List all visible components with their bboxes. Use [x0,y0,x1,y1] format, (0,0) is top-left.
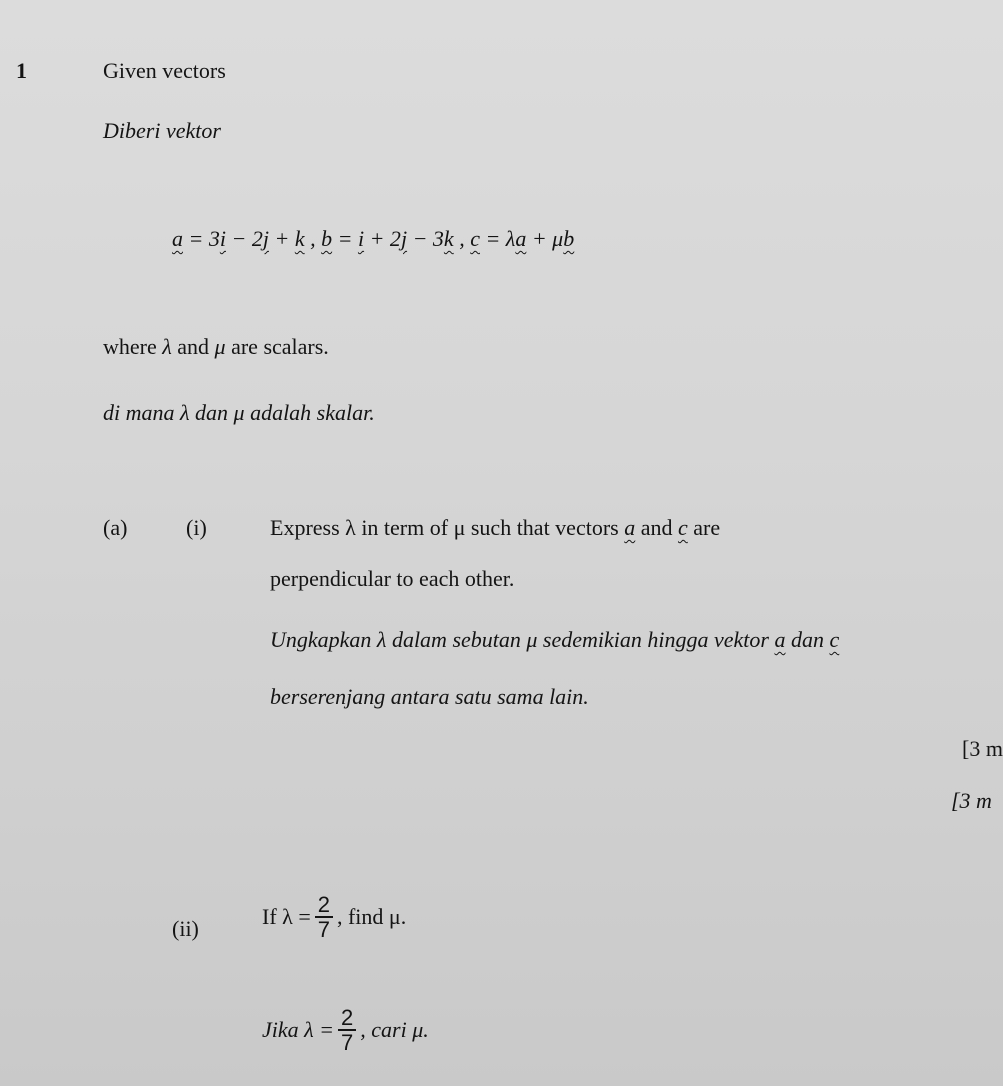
fraction-denominator: 7 [317,917,330,943]
eq-part: − 2 [225,226,263,251]
where-malay: di mana λ dan μ adalah skalar. [103,400,375,425]
eq-part: + μ [526,226,564,251]
vector-a-symbol: a [624,515,636,540]
where-english [103,334,329,360]
part-a-i-text-ms-line2: berserenjang antara satu sama lain. [270,684,589,709]
vector-equation [172,226,574,252]
vector-c-symbol: c [677,515,688,540]
lambda-symbol: λ [162,334,172,359]
vector-b-symbol: b [563,226,575,251]
fraction-numerator: 2 [315,893,333,918]
unit-k: k [443,226,454,251]
dan-word: dan [785,627,830,652]
part-a-ii-label: (ii) [172,916,199,941]
part-a-i-text-en-line1 [270,515,720,541]
eq-part: + [268,226,295,251]
part-a-i-text-ms-line1 [270,627,839,653]
unit-k: k [294,226,305,251]
eq-part: , [453,226,471,251]
ungkapkan-text: Ungkapkan λ dalam sebutan μ sedemikian hingga vektor [270,627,769,652]
fraction [338,1006,356,1054]
unit-i: i [219,226,226,251]
jika-lambda-equals: Jika λ = [262,1017,335,1043]
fraction [315,893,333,941]
vector-c-symbol: c [829,627,840,652]
where-prefix: where [103,334,163,359]
eq-part: = 3 [183,226,220,251]
part-a-i-text-en-line2: perpendicular to each other. [270,566,515,591]
eq-part: = λ [479,226,516,251]
where-mid: and [171,334,215,359]
cari-mu: , cari μ. [360,1017,429,1043]
express-text: Express λ in term of μ such that vectors [270,515,619,540]
intro-english: Given vectors [103,58,226,83]
marks-malay: [3 m [951,788,992,813]
part-a-ii-text-en [262,893,406,941]
fraction-numerator: 2 [338,1006,356,1031]
part-a-i-label: (i) [186,515,207,540]
if-lambda-equals: If λ = [262,904,311,930]
and-word: and [635,515,678,540]
vector-a-symbol: a [774,627,786,652]
vector-a-symbol: a [515,226,527,251]
find-mu: , find μ. [336,904,407,930]
vector-a-symbol: a [172,226,183,251]
vector-b-symbol: b [321,226,333,251]
question-number: 1 [16,58,27,83]
eq-part: + 2 [364,226,401,251]
unit-j: j [400,226,408,251]
part-a-ii-text-ms [262,1006,429,1054]
marks-english: [3 m [962,736,1003,761]
eq-part: = [332,226,358,251]
unit-j: j [262,226,269,251]
mu-symbol: μ [214,334,226,359]
are-word: are [687,515,721,540]
eq-part: − 3 [407,226,444,251]
fraction-denominator: 7 [341,1030,354,1056]
where-suffix: are scalars. [225,334,329,359]
intro-malay: Diberi vektor [103,118,221,143]
unit-i: i [357,226,365,251]
eq-part: , [304,226,322,251]
part-a-label: (a) [103,515,128,540]
vector-c-symbol: c [470,226,480,251]
